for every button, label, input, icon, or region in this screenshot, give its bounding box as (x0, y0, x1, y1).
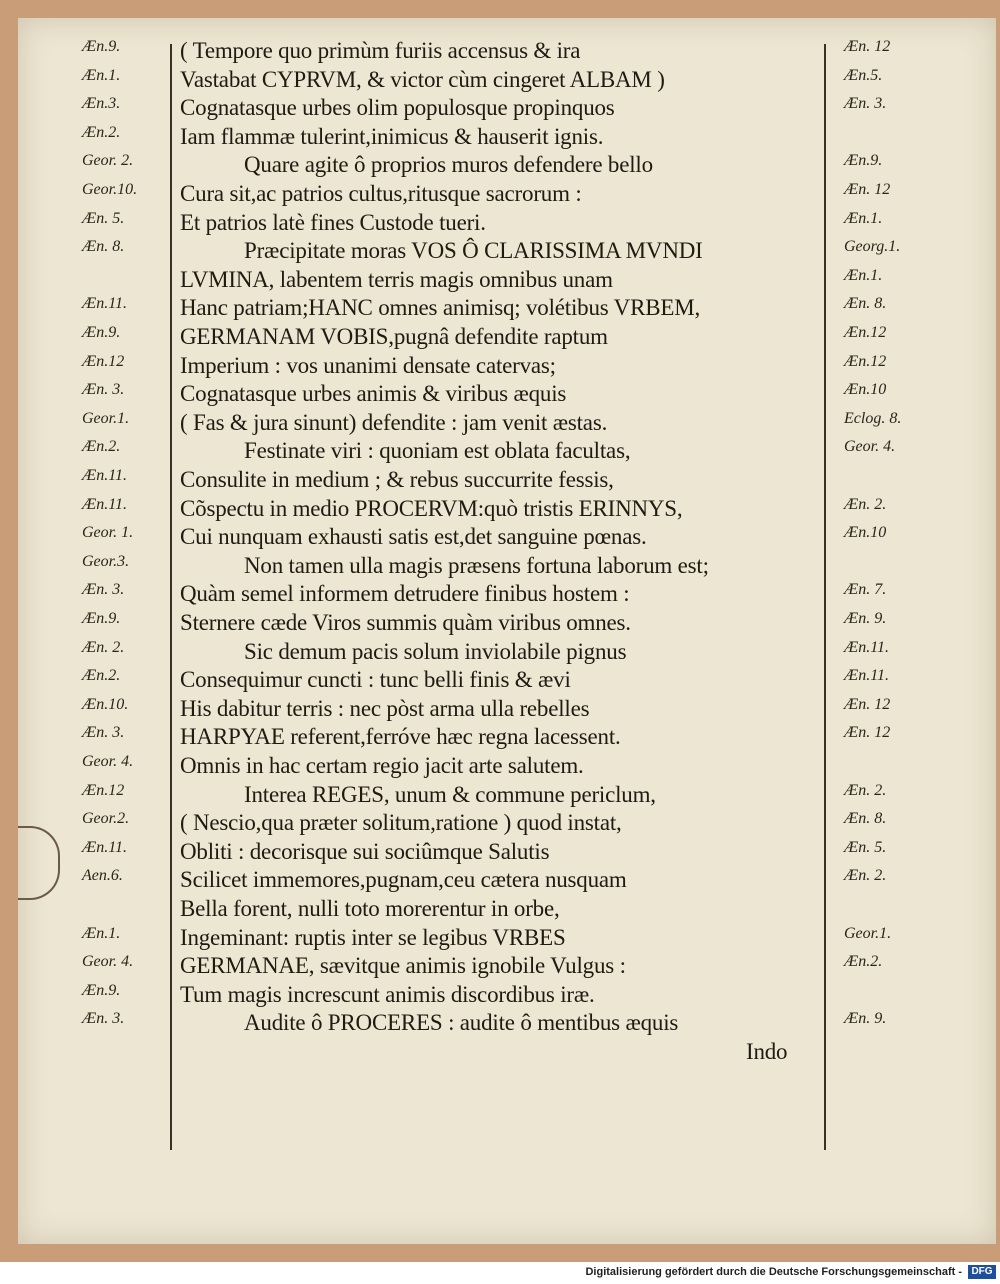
right-marginal-reference: Æn.10 (844, 524, 887, 542)
verse-line (18, 524, 996, 554)
verse-line (18, 438, 996, 468)
left-marginal-reference: Geor. 2. (82, 152, 134, 170)
verse-text: Imperium : vos unanimi densate catervas; (180, 352, 556, 378)
verse-line (18, 381, 996, 411)
verse-text: Tum magis increscunt animis discordibus iræ. (180, 981, 595, 1007)
verse-line (18, 210, 996, 240)
verse-text: Iam flammæ tulerint,inimicus & hauserit ignis. (180, 123, 604, 149)
footer-text: Digitalisierung gefördert durch die Deutsche Forschungsgemeinschaft - (585, 1266, 962, 1278)
right-marginal-reference: Æn. 8. (844, 295, 887, 313)
verse-line (18, 324, 996, 354)
verse-text: Quàm semel informem detrudere finibus hostem : (180, 581, 630, 607)
verse-line (18, 553, 996, 583)
verse-text: Omnis in hac certam regio jacit arte salutem. (180, 753, 584, 778)
right-marginal-reference: Geor. 4. (844, 438, 896, 456)
verse-line (18, 67, 996, 97)
left-marginal-reference: Æn.11. (82, 295, 128, 313)
verse-text: Interea REGES, unum & commune periclum, (244, 781, 656, 807)
left-marginal-reference: Æn.11. (82, 838, 128, 856)
verse-text: Quare agite ô proprios muros defendere bello (244, 152, 653, 178)
left-marginal-reference: Æn.1. (82, 66, 121, 84)
verse-text: Cura sit,ac patrios cultus,ritusque sacrorum : (180, 181, 582, 206)
verse-line (18, 953, 996, 983)
left-marginal-reference: Æn.9. (82, 610, 121, 627)
left-marginal-reference: Aen.6. (82, 867, 123, 885)
verse-text: Indo (746, 1039, 788, 1064)
right-marginal-reference: Æn.9. (844, 152, 883, 170)
verse-text: Obliti : decorisque sui sociûmque Salutis (180, 838, 550, 864)
right-marginal-reference: Æn. 7. (844, 581, 887, 599)
verse-text: Præcipitate moras VOS Ô CLARISSIMA MVNDI (244, 238, 703, 264)
dfg-logo: DFG (968, 1265, 996, 1279)
verse-text: Sternere cæde Viros summis quàm viribus omnes. (180, 610, 631, 635)
right-marginal-reference: Æn. 2. (844, 867, 887, 885)
left-marginal-reference: Geor.3. (82, 552, 130, 570)
verse-line (18, 467, 996, 497)
right-marginal-reference: Æn.11. (844, 638, 890, 656)
right-marginal-reference: Æn. 9. (844, 610, 887, 627)
verse-line (18, 925, 996, 955)
left-marginal-reference: Æn.2. (82, 438, 121, 456)
left-marginal-reference: Æn.9. (82, 38, 121, 55)
verse-line (18, 724, 996, 754)
verse-text: Audite ô PROCERES : audite ô mentibus æquis (244, 1010, 679, 1036)
left-marginal-reference: Æn.3. (82, 95, 121, 113)
verse-text: ( Fas & jura sinunt) defendite : jam venit æstas. (180, 409, 608, 435)
left-marginal-reference: Æn. 8. (82, 238, 125, 256)
verse-text: LVMINA, labentem terris magis omnibus unam (180, 266, 613, 292)
verse-text: Hanc patriam;HANC omnes animisq; volétibus VRBEM, (180, 295, 701, 321)
verse-line (18, 639, 996, 669)
left-marginal-reference: Æn. 3. (82, 724, 125, 742)
left-marginal-reference: Geor.2. (82, 810, 130, 828)
verse-text: Sic demum pacis solum inviolabile pignus (244, 638, 627, 664)
right-marginal-reference: Æn.1. (844, 209, 883, 227)
left-marginal-reference: Æn. 3. (82, 1010, 125, 1028)
left-marginal-reference: Æn. 3. (82, 381, 125, 399)
verse-line (18, 667, 996, 697)
left-marginal-reference: Æn.2. (82, 123, 121, 141)
right-marginal-reference: Æn.2. (844, 953, 883, 971)
left-marginal-reference: Geor. 4. (82, 753, 134, 770)
verse-line (18, 753, 996, 783)
verse-text: Vastabat CYPRVM, & victor cùm cingeret ALBAM ) (180, 66, 665, 92)
right-marginal-reference: Æn.10 (844, 381, 887, 399)
verse-line (18, 496, 996, 526)
verse-line (18, 782, 996, 812)
left-marginal-reference: Geor.10. (82, 181, 138, 198)
verse-line (18, 124, 996, 154)
verse-line (18, 696, 996, 726)
verse-text: Bella forent, nulli toto morerentur in orbe, (180, 896, 560, 921)
left-marginal-reference: Æn.2. (82, 667, 121, 685)
verse-line (18, 896, 996, 926)
left-marginal-reference: Æn.9. (82, 981, 121, 999)
verse-line (18, 839, 996, 869)
right-marginal-reference: Æn. 2. (844, 495, 887, 513)
verse-text: Scilicet immemores,pugnam,ceu cætera nusquam (180, 867, 627, 893)
left-marginal-reference: Æn. 3. (82, 581, 125, 599)
right-marginal-reference: Æn. 5. (844, 838, 887, 856)
verse-line (18, 181, 996, 211)
right-marginal-reference: Æn.12 (844, 352, 887, 370)
left-marginal-reference: Æn.12 (82, 781, 125, 799)
verse-line (18, 1010, 996, 1040)
verse-text: Consequimur cuncti : tunc belli finis & ævi (180, 667, 571, 693)
verse-line (18, 38, 996, 68)
left-marginal-reference: Æn.11. (82, 467, 128, 484)
verse-text: Consulite in medium ; & rebus succurrite fessis, (180, 467, 614, 492)
verse-line (18, 867, 996, 897)
left-marginal-reference: Æn.10. (82, 695, 129, 713)
right-marginal-reference: Eclog. 8. (844, 409, 902, 427)
verse-line (18, 610, 996, 640)
left-marginal-reference: Æn.9. (82, 324, 121, 341)
verse-text: Cognatasque urbes animis & viribus æquis (180, 381, 567, 407)
right-marginal-reference: Æn. 12 (844, 38, 891, 55)
verse-line (18, 267, 996, 297)
left-marginal-reference: Geor. 4. (82, 953, 134, 971)
right-marginal-reference: Geor.1. (844, 924, 892, 942)
verse-text: ( Nescio,qua præter solitum,ratione ) quod instat, (180, 810, 622, 836)
footer (0, 1262, 1000, 1284)
verse-line (18, 152, 996, 182)
right-marginal-reference: Æn. 9. (844, 1010, 887, 1028)
right-marginal-reference: Æn.1. (844, 266, 883, 284)
verse-text: Cui nunquam exhausti satis est,det sanguine pœnas. (180, 524, 647, 550)
left-marginal-reference: Æn.12 (82, 352, 125, 370)
left-marginal-reference: Æn.11. (82, 495, 128, 513)
left-marginal-reference: Æn. 5. (82, 209, 125, 227)
verse-line (18, 410, 996, 440)
right-marginal-reference: Æn. 12 (844, 695, 891, 713)
right-marginal-reference: Æn. 8. (844, 810, 887, 828)
right-marginal-reference: Æn. 12 (844, 724, 891, 742)
right-marginal-reference: Æn. 3. (844, 95, 887, 113)
right-marginal-reference: Æn. 12 (844, 181, 891, 198)
verse-text: GERMANAE, sævitque animis ignobile Vulgus : (180, 953, 626, 979)
left-marginal-reference: Æn.1. (82, 924, 121, 942)
verse-text: Non tamen ulla magis præsens fortuna laborum est; (244, 552, 709, 578)
verse-line (18, 810, 996, 840)
verse-line (18, 982, 996, 1012)
verse-text: HARPYAE referent,ferróve hæc regna lacessent. (180, 724, 621, 750)
verse-text: His dabitur terris : nec pòst arma ulla rebelles (180, 695, 590, 721)
left-marginal-reference: Geor.1. (82, 409, 130, 427)
right-marginal-reference: Æn.12 (844, 324, 887, 341)
right-marginal-reference: Georg.1. (844, 238, 901, 256)
left-marginal-reference: Geor. 1. (82, 524, 134, 542)
verse-text: Festinate viri : quoniam est oblata facultas, (244, 438, 631, 464)
verse-text: ( Tempore quo primùm furiis accensus & ira (180, 38, 581, 63)
verse-text: Ingeminant: ruptis inter se legibus VRBES (180, 924, 566, 950)
verse-text: Cõspectu in medio PROCERVM:quò tristis ERINNYS, (180, 495, 683, 521)
verse-text: GERMANAM VOBIS,pugnâ defendite raptum (180, 324, 608, 349)
verse-text: Et patrios latè fines Custode tueri. (180, 209, 486, 235)
book-page (18, 18, 996, 1244)
verse-line (18, 295, 996, 325)
verse-line (18, 353, 996, 383)
right-marginal-reference: Æn.5. (844, 66, 883, 84)
verse-line (18, 1039, 996, 1069)
verse-line (18, 95, 996, 125)
right-marginal-reference: Æn.11. (844, 667, 890, 685)
left-marginal-reference: Æn. 2. (82, 638, 125, 656)
right-marginal-reference: Æn. 2. (844, 781, 887, 799)
verse-text: Cognatasque urbes olim populosque propinquos (180, 95, 615, 121)
verse-line (18, 238, 996, 268)
verse-line (18, 581, 996, 611)
